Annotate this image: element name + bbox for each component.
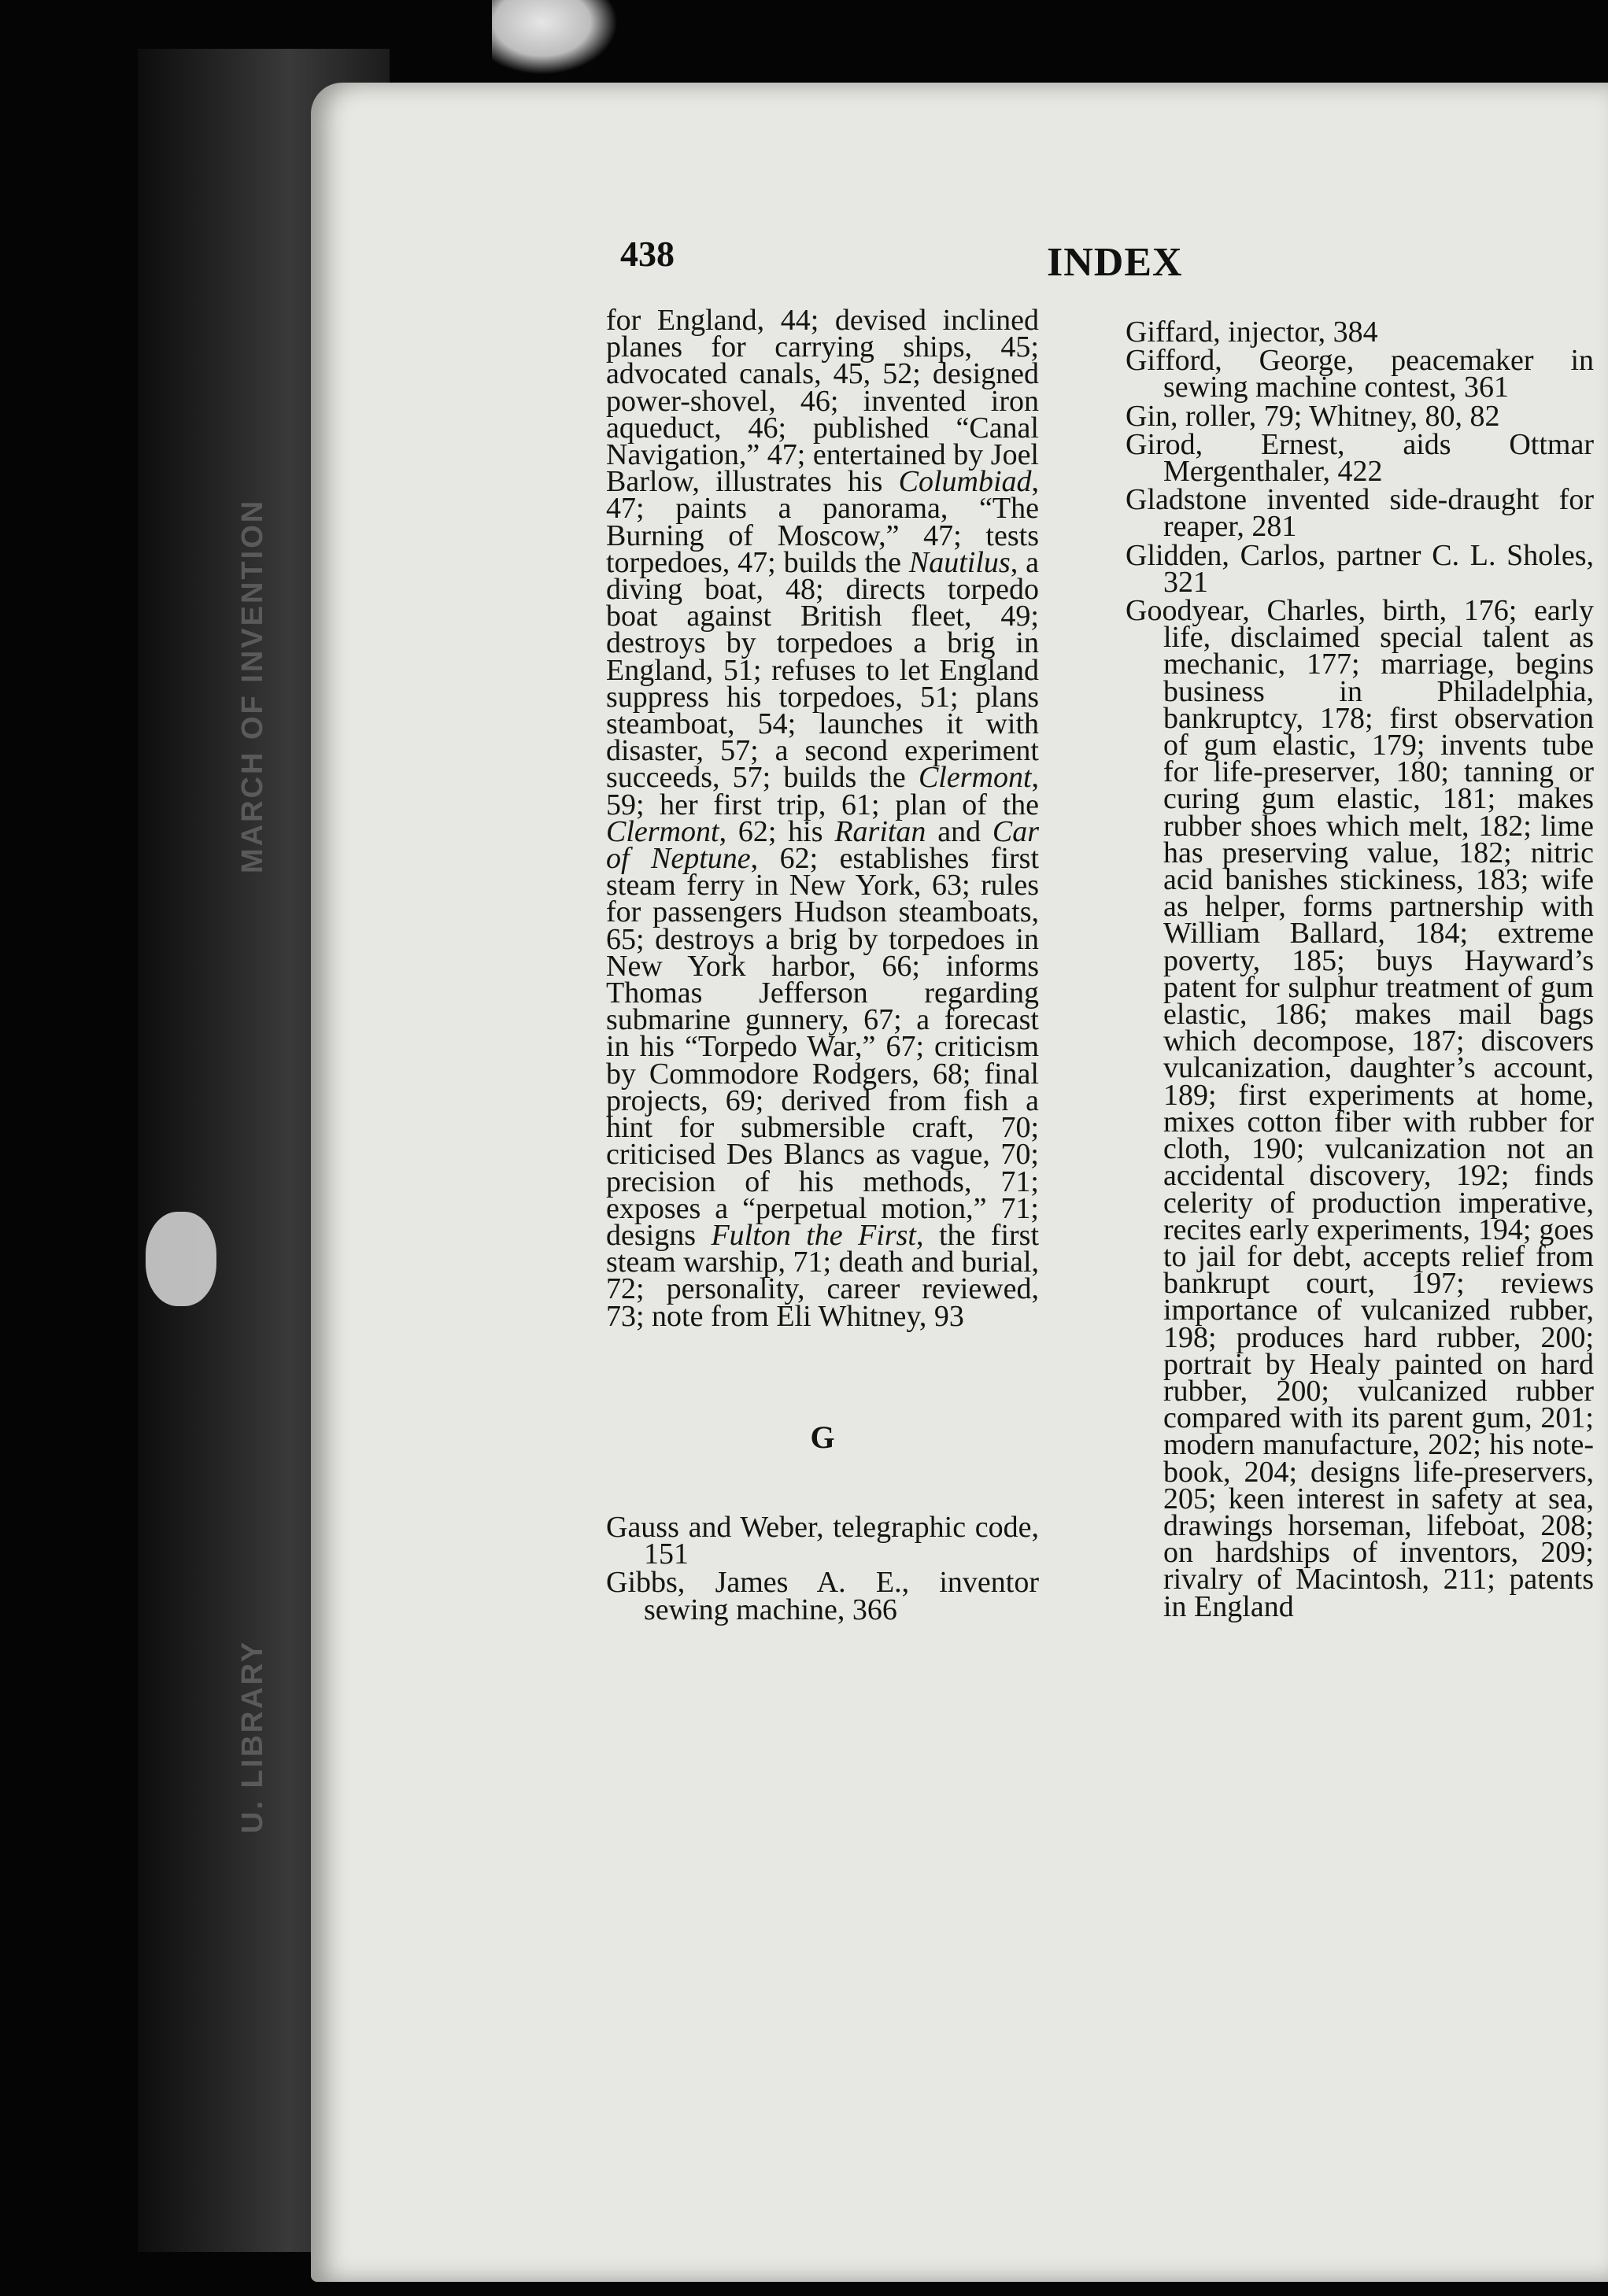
italic-title: Nautilus: [908, 545, 1011, 579]
page-number: 438: [620, 234, 675, 274]
italic-title: Raritan: [834, 814, 926, 848]
italic-title: Fulton the First: [711, 1218, 916, 1252]
entry-text: , the first steam warship, 71; death and burial, 72; personality, career reviewed, 73; note from Eli Whitney, 93: [606, 1218, 1040, 1333]
section-letter-heading: G: [810, 1419, 835, 1455]
spine-library-stamp: MARCH OF INVENTION: [236, 498, 269, 873]
running-head: INDEX: [1047, 240, 1183, 285]
torn-page-edge: [492, 0, 618, 75]
index-entry: Glidden, Carlos, partner C. L. Sholes, 321: [1126, 538, 1594, 599]
entry-text: , 62; his: [719, 814, 835, 848]
index-column-left: [606, 304, 1040, 1626]
index-entry: Goodyear, Charles, birth, 176; early life, disclaimed special talent as mechanic, 177; marriage, begins business in Philadelphia, bankruptcy, 178; first observation of gum elastic, 179; invents tube for life-preserver, 180; tanning or curing gum elastic, 181; makes rubber shoes which melt, 182; lime has preserving value, 182; nitric acid banishes stickiness, 183; wife as helper, forms partnership with William Ballard, 184; extreme poverty, 185; buys Hayward’s patent for sulphur treatment of gum elastic, 186; makes mail bags which decompose, 187; discovers vulcanization, daughter’s account, 189; first experiments at home, mixes cotton fiber with rubber for cloth, 190; vulcanization not an accidental discovery, 192; finds celerity of production imperative, recites early experiments, 194; goes to jail for debt, accepts relief from bankrupt court, 197; reviews importance of vulcanized rubber, 198; produces hard rubber, 200; portrait by Healy painted on hard rubber, 200; vulcanized rubber compared with its parent gum, 201; modern manufacture, 202; his note-book, 204; designs life-preservers, 205; keen interest in safety at sea, drawings horseman, lifeboat, 208; on hardships of inventors, 209; rivalry of Macintosh, 211; patents in England: [1126, 594, 1594, 1623]
index-entry: Giffard, injector, 384: [1126, 316, 1378, 349]
entry-text: , a diving boat, 48; directs torpedo boat against British fleet, 49; destroys by torpedoes a brig in England, 51; refuses to let England suppress his torpedoes, 51; plans steamboat, 54; launches it with disaster, 57; a second experiment succeeds, 57; builds the: [606, 545, 1039, 795]
entry-text: , 62; establishes first steam ferry in New York, 63; rules for passengers Hudson steamboats, 65; destroys a brig by torpedoes in New York harbor, 66; informs Thomas Jefferson regarding submarine gunnery, 67; a forecast in his “Torpedo War,” 67; criticism by Commodore Rodgers, 68; final projects, 69; derived from fish a hint for submersible craft, 70; criticised Des Blancs as vague, 70; precision of his methods, 71; exposes a “perpetual motion,” 71; designs: [606, 842, 1039, 1252]
index-entry: Gauss and Weber, telegraphic code, 151: [606, 1510, 1039, 1571]
spine-library-stamp-lower: U. LIBRARY: [236, 1639, 269, 1833]
index-entry: Gin, roller, 79; Whitney, 80, 82: [1126, 399, 1500, 433]
index-entry: Girod, Ernest, aids Ottmar Mergenthaler, 422: [1126, 427, 1594, 489]
entry-text: for England, 44; devised inclined planes for carrying ships, 45; advocated canals, 45, 52; designed power-shovel, 46; invented iron aqueduct, 46; published “Canal Navigation,” 47; entertained by Joel Barlow, illustrates his: [606, 304, 1039, 499]
italic-title: Columbiad: [898, 465, 1032, 499]
index-entry: Gladstone invented side-draught for reaper, 281: [1126, 483, 1594, 544]
italic-title: Car of Neptune: [606, 814, 1040, 876]
entry-text: , 59; her first trip, 61; plan of the: [606, 761, 1039, 821]
italic-title: Clermont: [918, 761, 1032, 795]
entry-text: and: [926, 814, 993, 848]
binding-blemish: [146, 1212, 216, 1306]
index-entry: Gifford, George, peacemaker in sewing machine contest, 361: [1126, 344, 1594, 404]
entry-text: , 47; paints a panorama, “The Burning of Moscow,” 47; tests torpedoes, 47; builds the: [606, 465, 1039, 579]
index-entry: Gibbs, James A. E., inventor sewing machine, 366: [606, 1566, 1039, 1626]
italic-title: Clermont: [606, 814, 719, 848]
index-column-right: [1126, 316, 1594, 1623]
index-entry-continuation: [606, 304, 1040, 1333]
